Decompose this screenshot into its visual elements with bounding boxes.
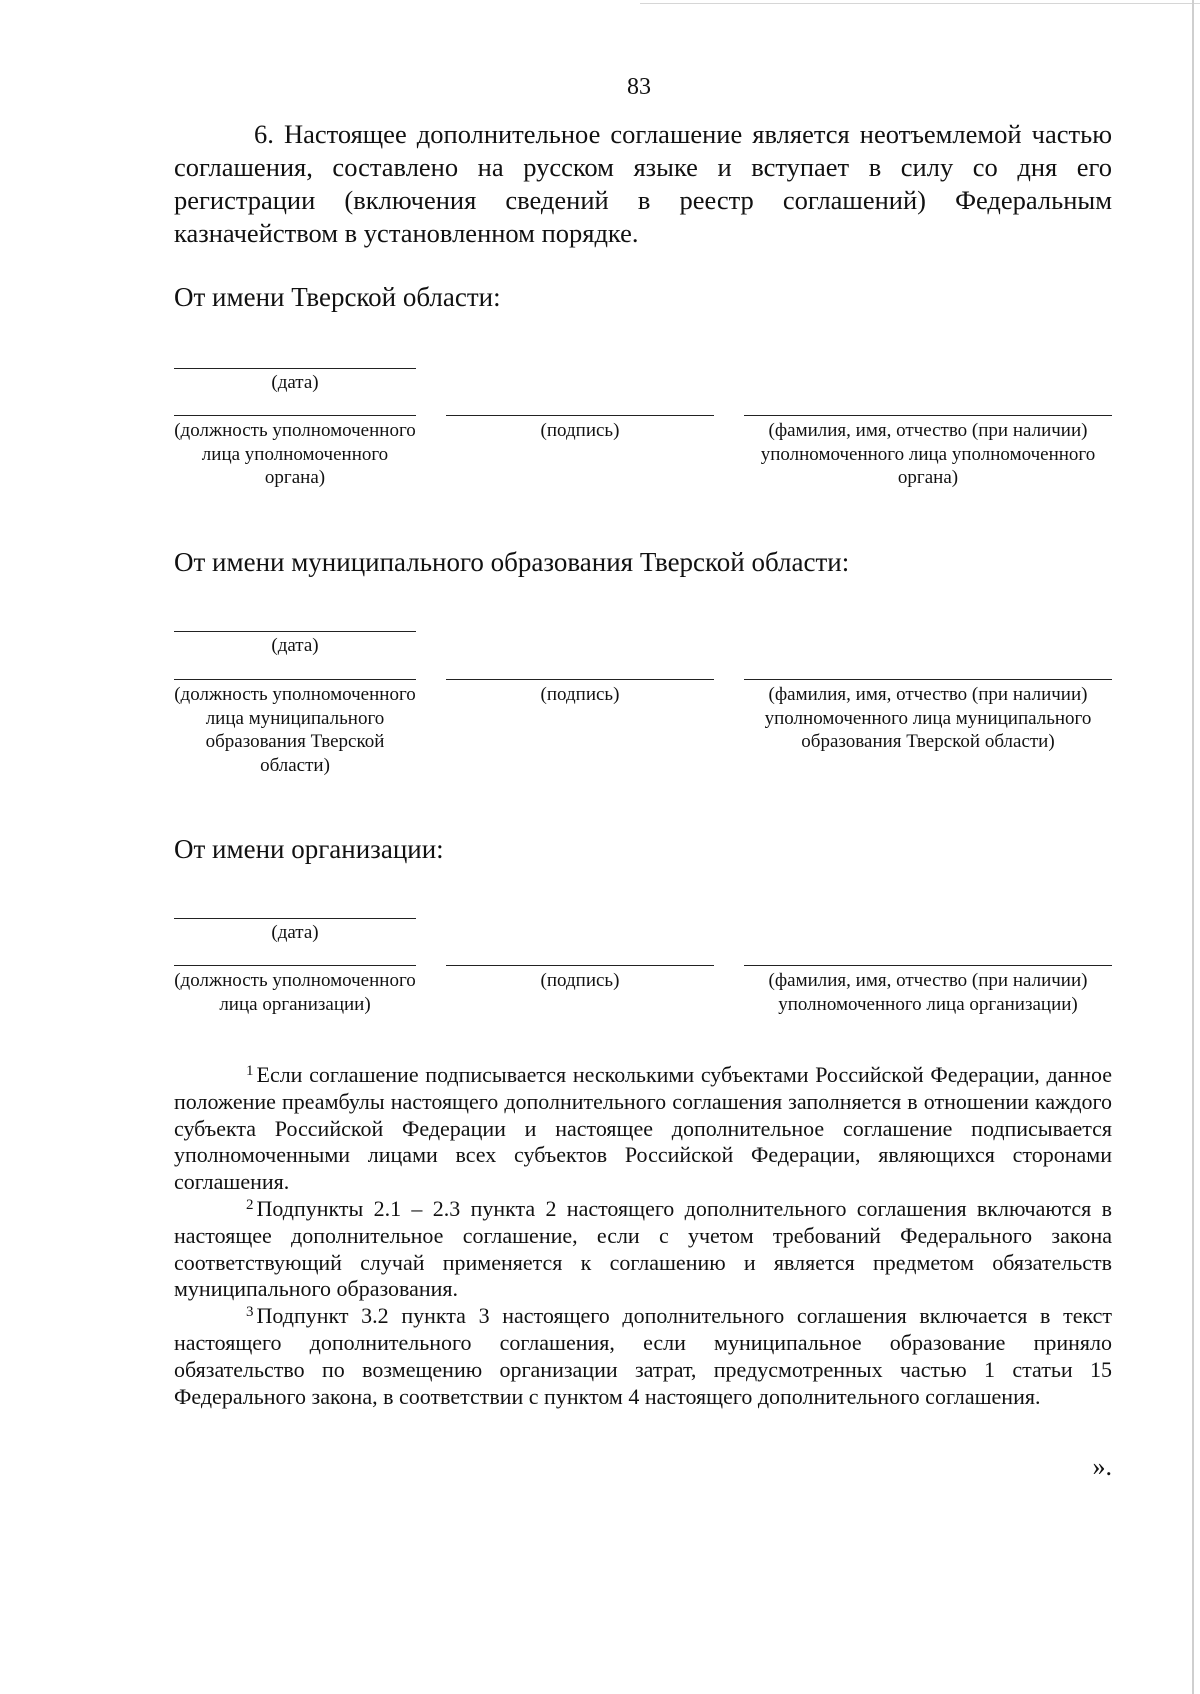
footnote-3 — [174, 1303, 1112, 1410]
signature-line — [446, 679, 714, 680]
footnote-1 — [174, 1062, 1112, 1196]
date-line-organization — [174, 918, 416, 919]
name-caption: (фамилия, имя, отчество (при наличии) уполномоченного лица муниципального образования Тверской области) — [764, 684, 1092, 752]
signature-caption: (подпись) — [540, 684, 620, 705]
scan-edge-right — [1192, 0, 1194, 1694]
closing-quote: ». — [1092, 1452, 1112, 1481]
footnote-mark: 2 — [246, 1196, 254, 1213]
section-title-organization: От имени организации: — [174, 834, 444, 864]
footnotes — [174, 1062, 1112, 1410]
signature-line — [446, 415, 714, 416]
position-line — [174, 415, 416, 416]
position-caption: (должность уполномоченного лица организации) — [174, 970, 416, 1015]
section-title-tver-region: От имени Тверской области: — [174, 282, 501, 312]
footnote-text: Подпункты 2.1 – 2.3 пункта 2 настоящего дополнительного соглашения включаются в настоящее дополнительное соглашение, если с учетом требований Федерального закона соответствующий случай применяется к соглашению и является предметом обязательств муниципального образования. — [174, 1195, 1112, 1302]
date-line-municipal — [174, 631, 416, 632]
date-caption: (дата) — [271, 372, 319, 393]
signature-line — [446, 965, 714, 966]
clause-6-paragraph: 6. Настоящее дополнительное соглашение является неотъемлемой частью соглашения, составлено на русском языке и вступает в силу со дня его регистрации (включения сведений в реестр соглашений) Федеральным казначейством в установленном порядке. — [174, 119, 1112, 248]
position-caption: (должность уполномоченного лица муниципального образования Тверской области) — [174, 684, 416, 776]
section-title-municipal: От имени муниципального образования Тверской области: — [174, 547, 850, 577]
page-number: 83 — [627, 74, 651, 100]
scan-edge-top — [640, 3, 1200, 4]
date-caption: (дата) — [271, 922, 319, 943]
name-caption: (фамилия, имя, отчество (при наличии) уполномоченного лица организации) — [768, 970, 1088, 1015]
position-caption: (должность уполномоченного лица уполномоченного органа) — [174, 420, 416, 488]
position-line — [174, 965, 416, 966]
signature-caption: (подпись) — [540, 970, 620, 991]
date-line-tver-region — [174, 368, 416, 369]
position-line — [174, 679, 416, 680]
footnote-2 — [174, 1196, 1112, 1303]
signature-caption: (подпись) — [540, 420, 620, 441]
footnote-text: Если соглашение подписывается несколькими субъектами Российской Федерации, данное положение преамбулы настоящего дополнительного соглашения заполняется в отношении каждого субъекта Российской Федерации и настоящее дополнительное соглашение подписывается уполномоченными лицами всех субъектов Российской Федерации, являющихся сторонами соглашения. — [174, 1062, 1112, 1195]
footnote-mark: 3 — [246, 1304, 254, 1321]
name-line — [744, 679, 1112, 680]
date-caption: (дата) — [271, 635, 319, 656]
name-line — [744, 415, 1112, 416]
name-caption: (фамилия, имя, отчество (при наличии) уполномоченного лица уполномоченного органа) — [760, 420, 1096, 488]
footnote-text: Подпункт 3.2 пункта 3 настоящего дополнительного соглашения включается в текст настоящего дополнительного соглашения, если муниципальное образование приняло обязательство по возмещению организации затрат, предусмотренных частью 1 статьи 15 Федерального закона, в соответствии с пунктом 4 настоящего дополнительного соглашения. — [174, 1303, 1112, 1409]
footnote-mark: 1 — [246, 1063, 254, 1079]
name-line — [744, 965, 1112, 966]
